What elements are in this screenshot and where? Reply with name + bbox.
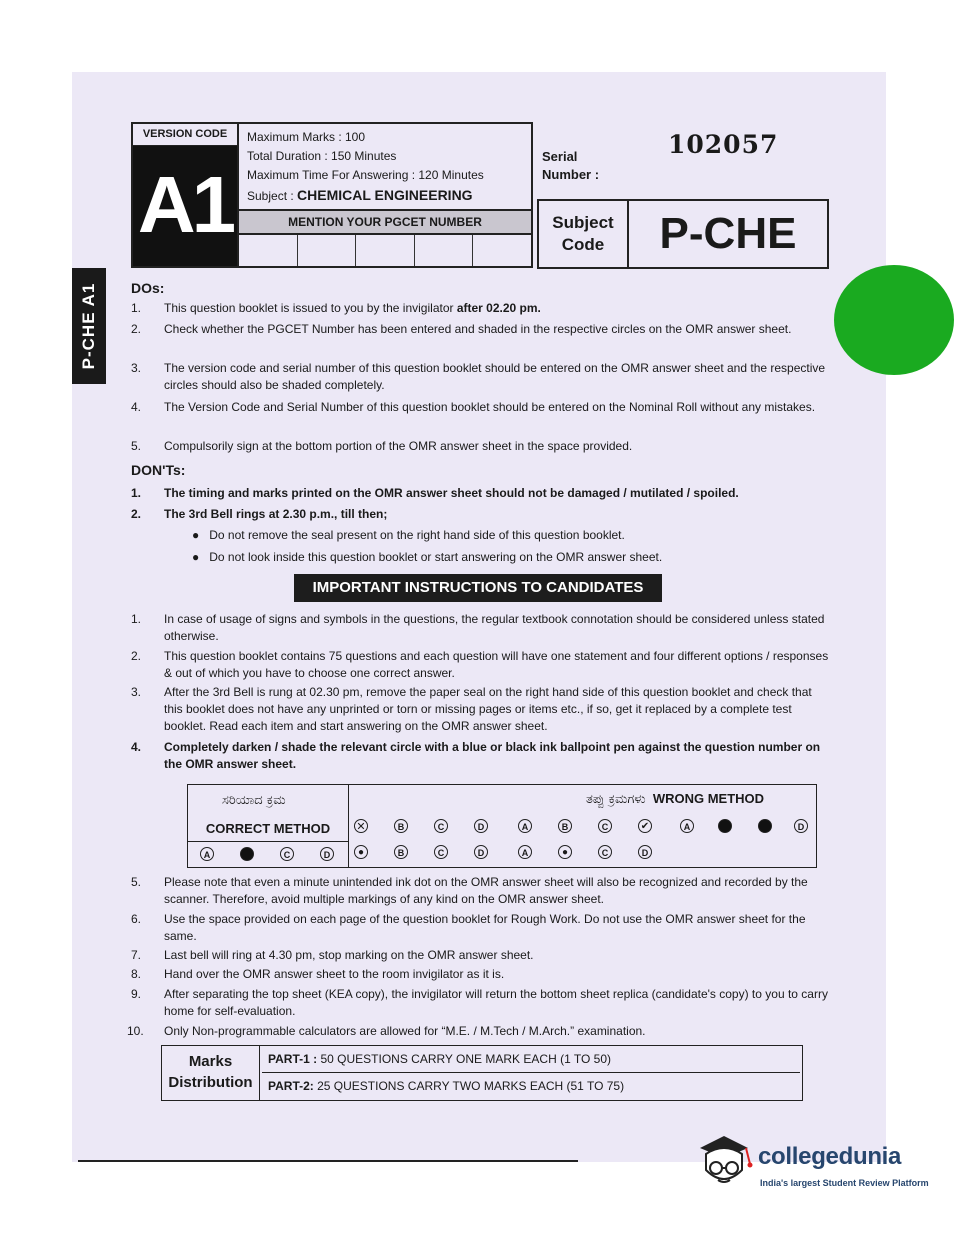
bottom-divider — [78, 1160, 578, 1162]
omr-bubble-wrong: D — [638, 845, 652, 859]
omr-bubble-wrong: A — [680, 819, 694, 833]
important-instructions-heading: IMPORTANT INSTRUCTIONS TO CANDIDATES — [294, 574, 662, 602]
omr-bubble-wrong: ✔ — [638, 819, 652, 833]
omr-bubble-wrong — [718, 819, 732, 833]
max-marks: Maximum Marks : 100 — [247, 130, 366, 144]
side-version-tab — [72, 268, 106, 384]
pgcet-cell — [298, 235, 357, 266]
correct-method-label: CORRECT METHOD — [205, 821, 331, 836]
omr-bubble-wrong: C — [598, 845, 612, 859]
subject-code-value: P-CHE — [659, 209, 797, 258]
pgcet-cell — [356, 235, 415, 266]
instruction-item: 8. Hand over the OMR answer sheet to the room invigilator as it is. — [131, 967, 505, 981]
instruction-item: 1. In case of usage of signs and symbols in the questions, the regular textbook connotation should be considered unless stated otherwise. — [131, 612, 825, 643]
dos-item: 2. Check whether the PGCET Number has been entered and shaded in the respective circles on the OMR answer sheet. — [131, 322, 792, 336]
subject-line — [247, 187, 473, 203]
donts-item: 1. The timing and marks printed on the OMR answer sheet should not be damaged / mutilated / spoiled. — [131, 486, 739, 500]
omr-bubble-wrong: A — [518, 845, 532, 859]
omr-bubble-wrong: D — [474, 819, 488, 833]
wrong-method-kannada: ತಪ್ಪು ಕ್ರಮಗಳು — [586, 792, 646, 807]
instruction-item: 10. Only Non-programmable calculators are allowed for “M.E. / M.Tech / M.Arch.” examination. — [127, 1024, 646, 1038]
pgcet-number-cells — [239, 235, 531, 266]
dos-item: 1. This question booklet is issued to you by the invigilator after 02.20 pm. — [131, 301, 541, 315]
max-answer-time: Maximum Time For Answering : 120 Minutes — [247, 168, 484, 182]
marks-distribution-table — [161, 1045, 803, 1101]
omr-bubble: D — [320, 847, 334, 861]
subject-code-label: Subject Code — [539, 201, 629, 267]
omr-bubble-wrong: C — [598, 819, 612, 833]
omr-bubble-filled — [240, 847, 254, 861]
pgcet-cell — [415, 235, 474, 266]
omr-bubble-wrong: D — [474, 845, 488, 859]
omr-bubble-wrong: ● — [354, 845, 368, 859]
version-code-box — [131, 122, 239, 268]
instruction-item: 9. After separating the top sheet (KEA copy), the invigilator will return the bottom sheet replica (candidate's copy) to you to carry home for self-evaluation. — [131, 987, 828, 1018]
correct-method-cell — [188, 785, 349, 867]
omr-bubble-wrong: B — [558, 819, 572, 833]
wrong-method-label: ತಪ್ಪು ಕ್ರಮಗಳು WRONG METHOD — [586, 791, 765, 807]
omr-bubble-wrong: ✕ — [354, 819, 368, 833]
serial-number: 102057 — [668, 130, 779, 159]
question-booklet-cover — [72, 72, 886, 1162]
pgcet-number-label: MENTION YOUR PGCET NUMBER — [239, 209, 531, 235]
dos-heading: DOs: — [131, 280, 165, 296]
instruction-item: 3. After the 3rd Bell is rung at 02.30 pm, remove the paper seal on the right hand side of this question booklet and check that this booklet does not have any unprinted or torn or missing pages or items etc., if so, get it replaced by a complete test booklet. Read each item and start answering on the OMR answer sheet. — [131, 685, 812, 733]
total-duration: Total Duration : 150 Minutes — [247, 149, 397, 163]
omr-bubble-wrong: ● — [558, 845, 572, 859]
divider — [188, 841, 348, 842]
omr-bubble-wrong: A — [518, 819, 532, 833]
omr-bubble: C — [280, 847, 294, 861]
omr-bubble-wrong: C — [434, 819, 448, 833]
version-code-label: VERSION CODE — [133, 124, 237, 147]
omr-bubble-wrong: B — [394, 845, 408, 859]
instruction-item: 2. This question booklet contains 75 questions and each question will have one statement and four different options / responses & out of which you have to choose one correct answer. — [131, 649, 829, 680]
donts-item: 2. The 3rd Bell rings at 2.30 p.m., till then; — [131, 507, 388, 521]
exam-info-box — [237, 122, 533, 268]
logo-wordmark: collegedunia — [758, 1143, 902, 1170]
omr-bubble: A — [200, 847, 214, 861]
dos-item: 3. The version code and serial number of this question booklet should be entered on the OMR answer sheet and the respective circles should also be shaded completely. — [131, 361, 826, 392]
omr-bubble-wrong: D — [794, 819, 808, 833]
omr-bubble-wrong: C — [434, 845, 448, 859]
paper-seal — [834, 265, 954, 375]
marks-distribution-label: Marks Distribution — [162, 1046, 260, 1100]
correct-method-kannada: ಸರಿಯಾದ ಕ್ರಮ — [222, 793, 286, 808]
dos-item: 5. Compulsorily sign at the bottom portion of the OMR answer sheet in the space provided. — [131, 439, 633, 453]
omr-bubble-wrong — [758, 819, 772, 833]
dos-item: 4. The Version Code and Serial Number of this question booklet should be entered on the Nominal Roll without any mistakes. — [131, 400, 816, 414]
instruction-item: 4. Completely darken / shade the relevant circle with a blue or black ink ballpoint pen against the question number on the OMR answer sheet. — [131, 740, 821, 771]
instruction-item: 6. Use the space provided on each page of the question booklet for Rough Work. Do not use the OMR answer sheet for the same. — [131, 912, 806, 943]
subject-prefix: Subject : — [247, 189, 298, 203]
serial-number-label: Serial Number : — [542, 149, 600, 182]
omr-marking-method-table — [187, 784, 817, 868]
subject-code-box — [537, 199, 829, 269]
marks-part2: PART-2: 25 QUESTIONS CARRY TWO MARKS EACH (51 TO 75) — [268, 1079, 625, 1093]
instruction-item: 7. Last bell will ring at 4.30 pm, stop marking on the OMR answer sheet. — [131, 948, 534, 962]
subject-name: CHEMICAL ENGINEERING — [297, 187, 473, 203]
pgcet-cell — [239, 235, 298, 266]
omr-bubble-wrong: B — [394, 819, 408, 833]
logo-tagline: India's largest Student Review Platform — [760, 1178, 929, 1188]
donts-heading: DON'Ts: — [131, 462, 186, 478]
instruction-item: 5. Please note that even a minute unintended ink dot on the OMR answer sheet will also be recognized and recorded by the scanner. Therefore, avoid multiple markings of any kind on the OMR answer sheet. — [131, 875, 808, 906]
donts-bullet: ● Do not look inside this question booklet or start answering on the OMR answer sheet. — [192, 550, 662, 564]
donts-bullet: ● Do not remove the seal present on the right hand side of this question booklet. — [192, 528, 625, 542]
collegedunia-mascot-icon — [690, 1130, 758, 1196]
version-code-value: A1 — [133, 146, 237, 266]
side-tab-label: P-CHE A1 — [79, 282, 98, 370]
marks-part1: PART-1 : 50 QUESTIONS CARRY ONE MARK EACH (1 TO 50) — [262, 1046, 800, 1073]
pgcet-cell — [473, 235, 531, 266]
